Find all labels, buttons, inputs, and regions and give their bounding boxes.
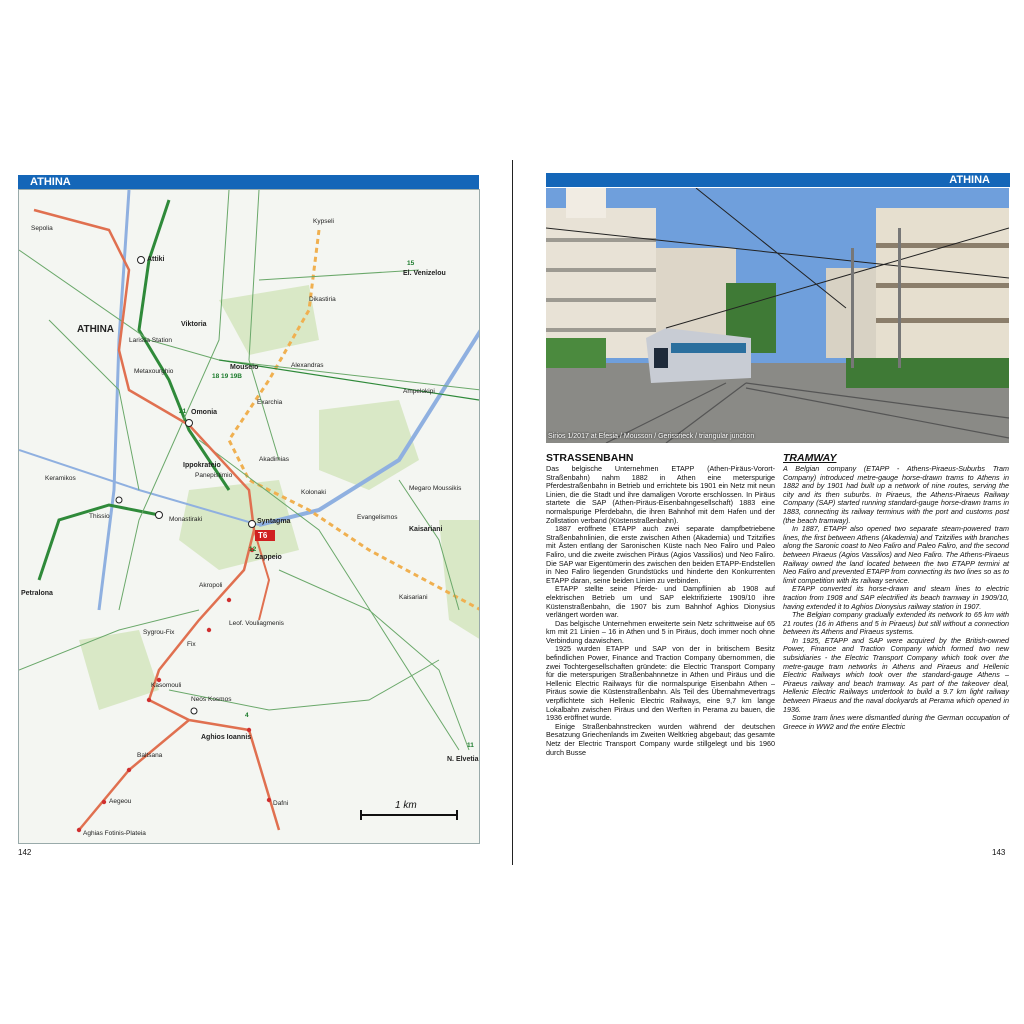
german-paragraph: Das belgische Unternehmen ETAPP (Athen-Piräus-Vorort-Straßenbahn) nahm 1882 in Athen eine meterspurige Pferdestraßenbahn in Betrieb und errichtete bis 1901 ein Netz mit neun Linien, die die Stadt und ihre damaligen Vororte erschlossen. In Piräus startete die SAP (Athen-Piräus-Eisenbahngesellschaft) 1883 eine normalspurige Pferdebahn, die ihren Bahnhof mit dem Hafen und der Zollstation verband (Küstenstraßenbahn). [546, 464, 775, 525]
label-monastiraki: Monastiraki [169, 516, 203, 523]
label-line-21: 21 [179, 408, 187, 415]
metro-green-line [139, 200, 229, 490]
german-paragraph: Einige Straßenbahnstrecken wurden während der deutschen Besatzung Griechenlands im Zweiten Weltkrieg abgebaut; das gesamte Netz der Electric Transport Company wurde stillgelegt und bis 1960 durch Busse [546, 721, 775, 757]
label-kasomouli: Kasomouli [151, 682, 182, 689]
label-panepistimio: Panepistimio [195, 472, 233, 479]
english-paragraph: The Belgian company gradually extended its network to 65 km with 21 routes (16 in Athens and 5 in Piraeus) but still without a connection between its Athens and Piraeus systems. [783, 610, 1009, 637]
label-kaisariani-top: Kaisariani [409, 526, 443, 533]
label-fix: Fix [187, 641, 196, 648]
label-akropoli: Akropoli [199, 582, 223, 589]
park-area [79, 630, 159, 710]
label-akadimias: Akadimias [259, 456, 289, 463]
german-paragraph: 1887 eröffnete ETAPP auch zwei separate dampfbetriebene Straßenbahnlinien, die erste zwischen Athen (Akademia) und Tzitzifies mit Ästen entlang der Saronischen Küste nach Neo Faliro und Paleo Faliro, und die zweite zwischen Piräus (Agios Vassilios) und Neo Faliro. Die SAP war Eigentümerin des zwischen den beiden ETAPP-Endstellen in Neo Faliro liegenden Grundstücks und hinderte den Konkurrenten ETAPP daran, seine beiden Linien zu verbinden. [546, 524, 775, 585]
english-paragraph: In 1887, ETAPP also opened two separate steam-powered tram lines, the first between Athens (Akademia) and Tzitzifies with branches along the Saronic coast to Neo Faliro and Paleo Faliro, and the second between Piraeus (Agios Vassilios) and Neo Faliro. The Athens-Piraeus Railway owned the land located between the two ETAPP termini at Neo Faliro and prevented ETAPP from connecting its two lines so as to limit competition with its railway service. [783, 524, 1009, 585]
label-t6: T6 [258, 531, 268, 540]
label-kolonaki: Kolonaki [301, 489, 326, 496]
label-neos-kosmos: Neos Kosmos [191, 696, 232, 703]
label-athina: ATHINA [77, 324, 115, 335]
park-area [439, 520, 480, 640]
english-paragraph: A Belgian company (ETAPP - Athens-Piraeus-Suburbs Tram Company) introduced metre-gauge horse-drawn trams to Athens in 1882 and by 1901 had built up a network of nine routes, serving the city and its then suburbs. In Piraeus, the Athens-Piraeus Railway Company (SAP) started running standard-gauge horse-drawn trams in 1883, connecting its railway terminus with the port and customs post (the beach tramway). [783, 464, 1009, 525]
label-leof-vouliagmenis: Leof. Vouliagmenis [229, 620, 284, 627]
label-sygrou-fix: Sygrou-Fix [143, 629, 175, 636]
label-line-11: 11 [467, 742, 474, 749]
left-header-bar [18, 175, 479, 189]
label-kaisariani: Kaisariani [399, 594, 428, 601]
label-thissio: Thissio [89, 513, 110, 520]
label-petralona: Petralona [21, 590, 53, 597]
label-dafni: Dafni [273, 800, 289, 807]
tram-photo-graphic [546, 188, 1009, 443]
label-el-venizelou: El. Venizelou [403, 270, 446, 277]
german-paragraph: 1925 wurden ETAPP und SAP von der in britischem Besitz befindlichen Power, Finance and Traction Company übernommen, die zwei Tochtergesellschaften gründete: die Electric Transport Company für die meterspurigen Straßenbahnnetze in Athen und Piräus und die Hellenic Electric Railways für die normalspurige Eisenbahn Athen – Piräus sowie die Küstenstraßenbahn. Als Teil des Übernahmevertrags verpflichtete sich Hellenic Electric Railways, eine 9,7 km lange Lokalbahn zwischen Piräus und den Werften in Perama zu bauen, die 1936 eröffnet wurde. [546, 644, 775, 723]
label-larissa: Larissa Station [129, 337, 172, 344]
label-baltsana: Baltsana [137, 752, 163, 759]
scale-bar [361, 810, 457, 820]
label-kypseli: Kypseli [313, 218, 334, 225]
label-scale: 1 km [395, 800, 417, 811]
label-aegeou: Aegeou [109, 798, 132, 805]
label-viktoria: Viktoria [181, 321, 207, 328]
tram-line [79, 720, 189, 830]
english-paragraph: Some tram lines were dismantled during the German occupation of Greece in WW2 and the entire Electric [783, 713, 1009, 731]
right-page-number: 143 [992, 848, 1006, 857]
label-mouseio: Mouseio [230, 364, 259, 371]
label-line-12: 12 [249, 546, 257, 553]
english-heading: TRAMWAY [783, 452, 837, 464]
label-sepolia: Sepolia [31, 225, 53, 232]
label-mouseio-lines: 18 19 19B [212, 373, 242, 380]
german-heading: STRASSENBAHN [546, 452, 634, 464]
german-paragraph: ETAPP stellte seine Pferde- und Dampflinien ab 1908 auf elektrischen Betrieb um und SAP elektrifizierte 1909/10 ihre Küstenstraßenbahn, die 1907 bis zum Bahnhof Aghios Dionysius verlängert worden war. [546, 584, 775, 620]
label-metaxourghio: Metaxourghio [134, 368, 174, 375]
left-page-number: 142 [18, 848, 32, 857]
metro-line [99, 190, 129, 610]
label-evangelismos: Evangelismos [357, 514, 398, 521]
label-ippokrateio: Ippokrateio [183, 462, 221, 469]
english-paragraph: In 1925, ETAPP and SAP were acquired by the British-owned Power, Finance and Traction Company which formed two new subsidiaries - the Electric Transport Company which took over the metre-gauge tram networks in Athens and Piraeus and Hellenic Electric Railways which took over the standard-gauge Athens – Piraeus railway and beach tramway. As part of the takeover deal, Hellenic Electric Railways undertook to build a 9.7 km light railway between Piraeus and the naval dockyards at Perama which opened in 1936. [783, 635, 1009, 714]
label-attiki: Attiki [147, 256, 165, 263]
photo-caption: Sirios 1/2017 at Efesia / Mousson / Gerissrieck / triangular junction [548, 433, 755, 440]
english-column [783, 452, 1009, 731]
label-keramikos: Keramikos [45, 475, 76, 482]
german-paragraph: Das belgische Unternehmen erweiterte sein Netz schrittweise auf 65 km mit 21 Linien – 16 in Athen und 5 in Piräus, doch immer noch ohne Verbindung dazwischen. [546, 618, 775, 645]
athens-tram-map [18, 189, 480, 844]
label-dikastiria: Dikastiria [309, 296, 336, 303]
label-aghios-ioannis: Aghios Ioannis [201, 734, 252, 741]
left-header-title: ATHINA [24, 175, 77, 189]
tram-photo [546, 188, 1009, 443]
label-zappeio: Zappeio [255, 554, 282, 561]
right-header-title: ATHINA [943, 173, 996, 187]
label-syntagma: Syntagma [257, 518, 291, 525]
gutter-divider [512, 160, 513, 865]
label-omonia: Omonia [191, 409, 218, 416]
label-line-4: 4 [245, 712, 249, 719]
label-exarchia: Exarchia [257, 399, 283, 406]
label-megaro: Megaro Moussikis [409, 485, 462, 492]
label-ampelokipi: Ampelokipi [403, 388, 435, 395]
english-paragraph: ETAPP converted its horse-drawn and steam lines to electric traction from 1908 and SAP electrified its beach tramway in 1909/10, having extended it to Aghios Dionysius railway station in 1907. [783, 584, 1009, 611]
german-column [546, 452, 775, 757]
right-header-bar [546, 173, 1010, 187]
label-aghias-fotinis: Aghias Fotinis-Plateia [83, 830, 146, 837]
label-n-elvetia: N. Elvetia [447, 756, 479, 763]
label-line-15: 15 [407, 260, 415, 267]
label-alexandras: Alexandras [291, 362, 324, 369]
